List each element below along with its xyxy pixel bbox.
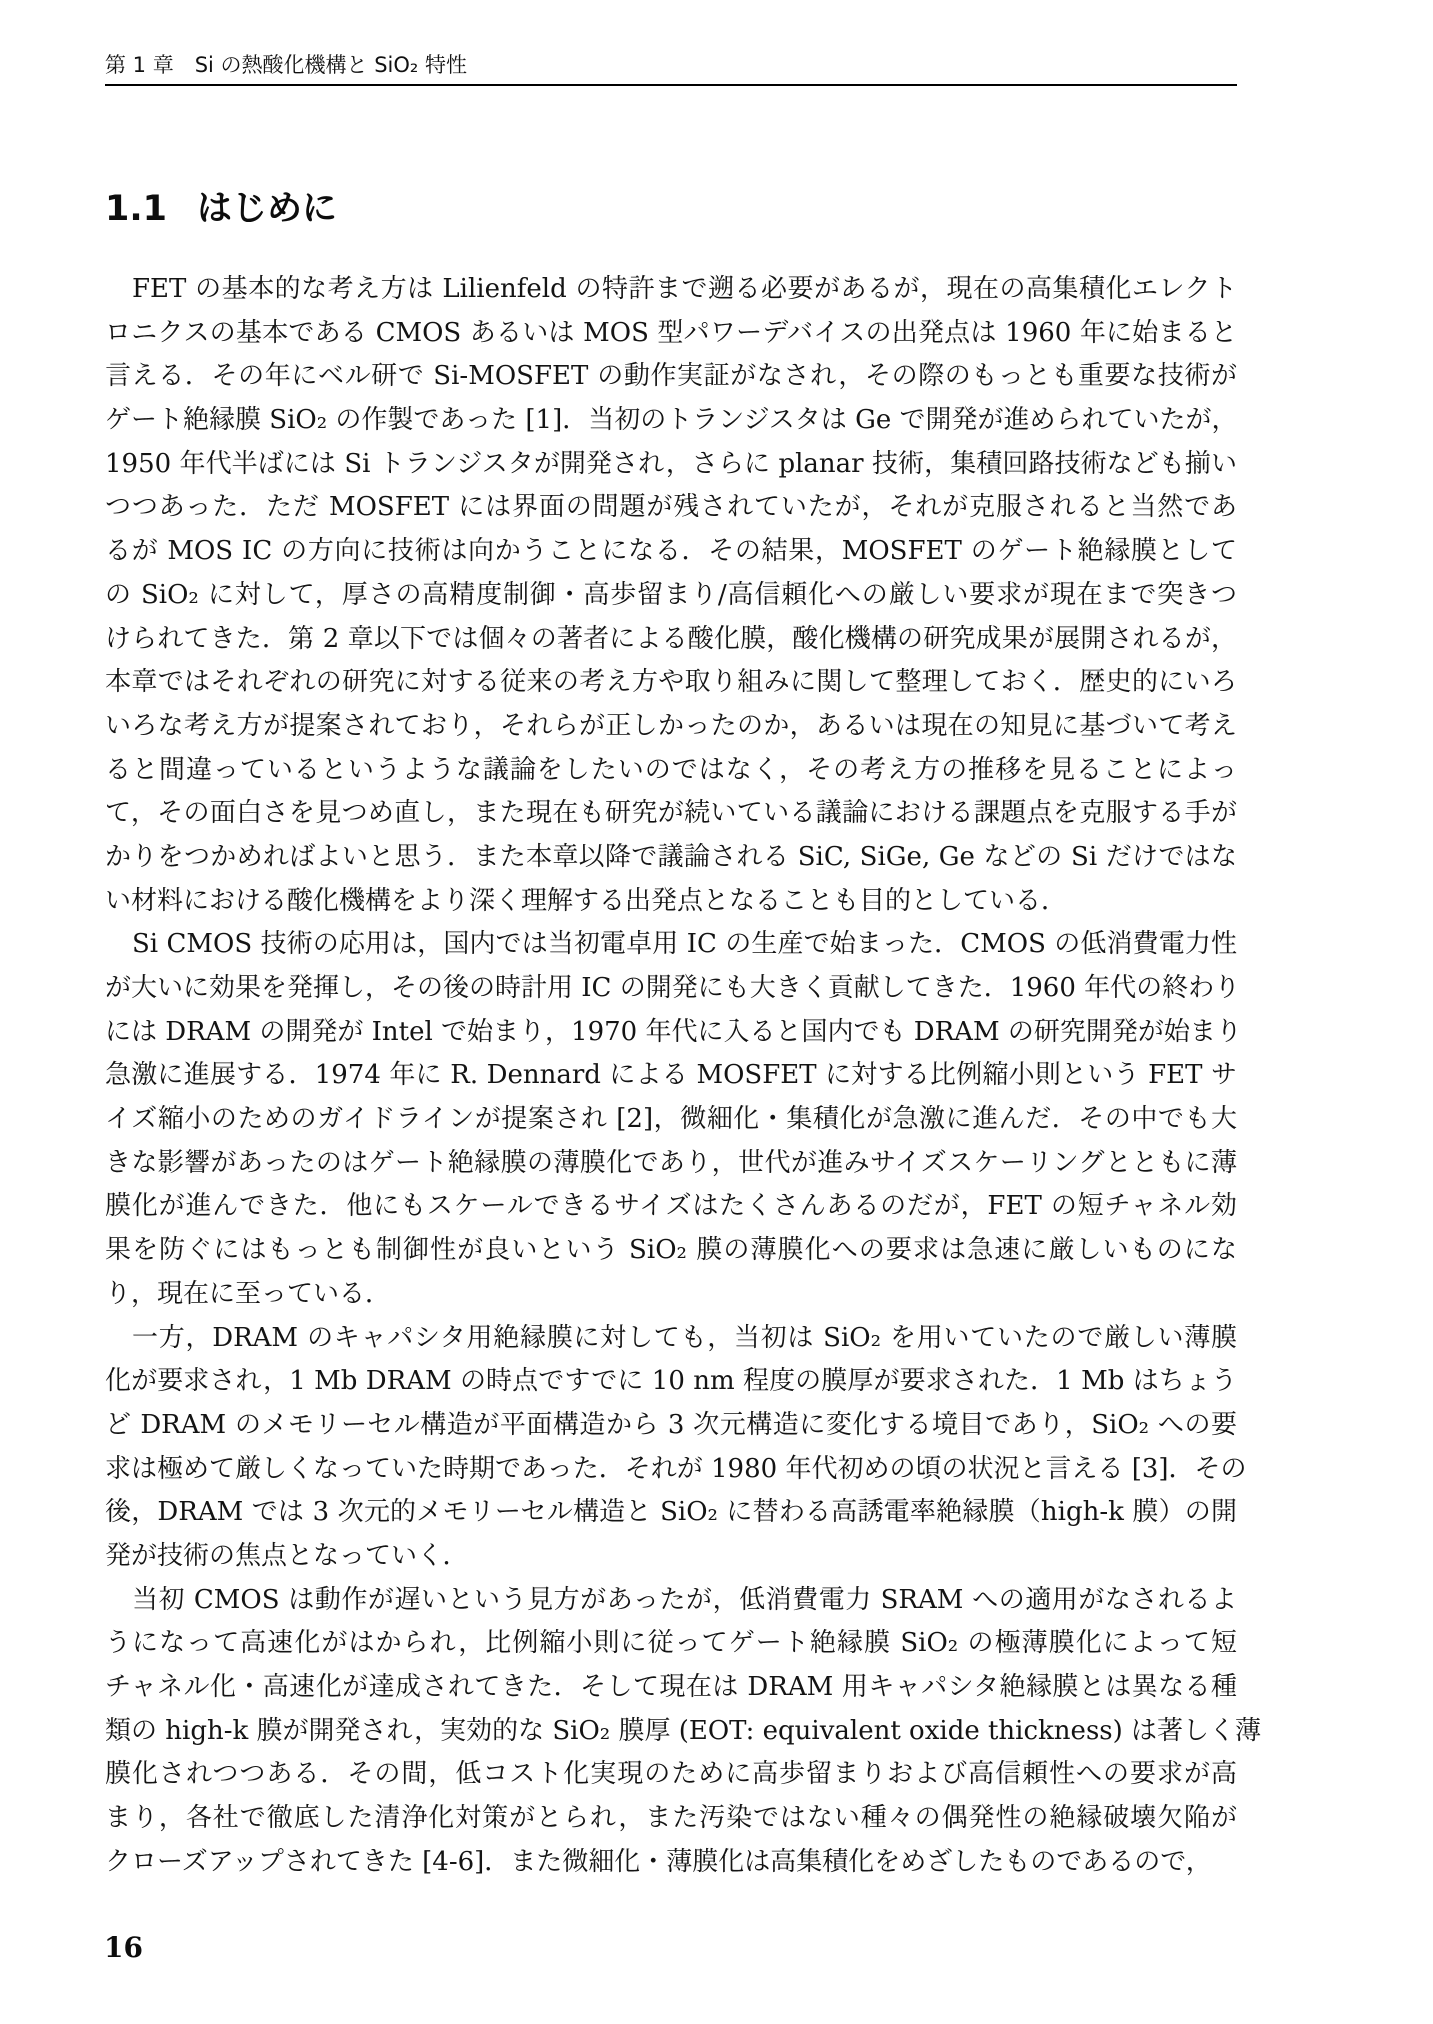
body-line: 求は極めて厳しくなっていた時期であった．それが 1980 年代初めの頃の状況と言える [3]．その bbox=[105, 1453, 1247, 1484]
section-title: はじめに bbox=[197, 189, 338, 229]
body-text bbox=[105, 268, 1262, 1884]
body-line: の SiO₂ に対して，厚さの高精度制御・高歩留まり/高信頼化への厳しい要求が現在まで突きつ bbox=[105, 579, 1237, 610]
body-line: には DRAM の開発が Intel で始まり，1970 年代に入ると国内でも DRAM の研究開発が始まり bbox=[105, 1016, 1242, 1047]
body-line: いろな考え方が提案されており，それらが正しかったのか，あるいは現在の知見に基づいて考え bbox=[105, 710, 1237, 741]
body-line: 後，DRAM では 3 次元的メモリーセル構造と SiO₂ に替わる高誘電率絶縁膜（high-k 膜）の開 bbox=[105, 1497, 1237, 1528]
body-line: り，現在に至っている． bbox=[105, 1278, 392, 1309]
body-line: ると間違っているというような議論をしたいのではなく，その考え方の推移を見ることによっ bbox=[105, 754, 1237, 785]
body-line: 化が要求され，1 Mb DRAM の時点ですでに 10 nm 程度の膜厚が要求された．1 Mb はちょう bbox=[105, 1366, 1237, 1397]
running-header: 第 1 章 Si の熱酸化機構と SiO₂ 特性 bbox=[105, 50, 1237, 86]
body-line: 一方，DRAM のキャパシタ用絶縁膜に対しても，当初は SiO₂ を用いていたので厳しい薄膜 bbox=[132, 1322, 1237, 1353]
body-line: つつあった．ただ MOSFET には界面の問題が残されていたが，それが克服されると当然であ bbox=[105, 492, 1237, 523]
body-line: 言える．その年にベル研で Si-MOSFET の動作実証がなされ，その際のもっとも重要な技術が bbox=[105, 361, 1237, 392]
body-line: ロニクスの基本である CMOS あるいは MOS 型パワーデバイスの出発点は 1960 年に始まると bbox=[105, 317, 1237, 348]
body-line: ど DRAM のメモリーセル構造が平面構造から 3 次元構造に変化する境目であり，SiO₂ への要 bbox=[105, 1409, 1237, 1440]
body-line: ゲート絶縁膜 SiO₂ の作製であった [1]．当初のトランジスタは Ge で開発が進められていたが， bbox=[105, 405, 1238, 436]
body-line: けられてきた．第 2 章以下では個々の著者による酸化膜，酸化機構の研究成果が展開されるが， bbox=[105, 623, 1237, 654]
body-line: Si CMOS 技術の応用は，国内では当初電卓用 IC の生産で始まった．CMOS の低消費電力性 bbox=[132, 929, 1237, 960]
body-line: イズ縮小のためのガイドラインが提案され [2]，微細化・集積化が急激に進んだ．その中でも大 bbox=[105, 1104, 1237, 1135]
body-line: るが MOS IC の方向に技術は向かうことになる．その結果，MOSFET のゲート絶縁膜として bbox=[105, 536, 1237, 567]
section-heading bbox=[105, 186, 1237, 232]
body-line: 類の high-k 膜が開発され，実効的な SiO₂ 膜厚 (EOT: equivalent oxide thickness) は著しく薄 bbox=[105, 1715, 1262, 1746]
body-line: 膜化されつつある．その間，低コスト化実現のために高歩留まりおよび高信頼性への要求が高 bbox=[105, 1759, 1237, 1790]
body-line: が大いに効果を発揮し，その後の時計用 IC の開発にも大きく貢献してきた．1960 年代の終わり bbox=[105, 973, 1241, 1003]
body-line: FET の基本的な考え方は Lilienfeld の特許まで遡る必要があるが，現在の高集積化エレクト bbox=[132, 274, 1237, 304]
body-line: 膜化が進んできた．他にもスケールできるサイズはたくさんあるのだが，FET の短チャネル効 bbox=[105, 1191, 1237, 1222]
body-line: クローズアップされてきた [4-6]．また微細化・薄膜化は高集積化をめざしたものであるので， bbox=[105, 1846, 1212, 1877]
body-line: 発が技術の焦点となっていく． bbox=[105, 1540, 469, 1571]
body-line: い材料における酸化機構をより深く理解する出発点となることも目的としている． bbox=[105, 885, 1068, 916]
body-line: まり，各社で徹底した清浄化対策がとられ，また汚染ではない種々の偶発性の絶縁破壊欠陥が bbox=[105, 1803, 1237, 1834]
body-line: 当初 CMOS は動作が遅いという見方があったが，低消費電力 SRAM への適用がなされるよ bbox=[132, 1584, 1237, 1615]
body-line: うになって高速化がはかられ，比例縮小則に従ってゲート絶縁膜 SiO₂ の極薄膜化によって短 bbox=[105, 1628, 1237, 1659]
body-line: 果を防ぐにはもっとも制御性が良いという SiO₂ 膜の薄膜化への要求は急速に厳しいものにな bbox=[105, 1235, 1237, 1266]
body-line: きな影響があったのはゲート絶縁膜の薄膜化であり，世代が進みサイズスケーリングとともに薄 bbox=[105, 1147, 1237, 1178]
body-line: て，その面白さを見つめ直し，また現在も研究が続いている議論における課題点を克服する手が bbox=[105, 798, 1237, 829]
page-number: 16 bbox=[104, 1931, 143, 1964]
body-line: 1950 年代半ばには Si トランジスタが開発され，さらに planar 技術，集積回路技術なども揃い bbox=[105, 448, 1237, 479]
body-line: かりをつかめればよいと思う．また本章以降で議論される SiC, SiGe, Ge などの Si だけではな bbox=[105, 841, 1237, 872]
body-line: 急激に進展する．1974 年に R. Dennard による MOSFET に対する比例縮小則という FET サ bbox=[105, 1060, 1237, 1091]
body-line: チャネル化・高速化が達成されてきた．そして現在は DRAM 用キャパシタ絶縁膜とは異なる種 bbox=[105, 1672, 1237, 1702]
body-line: 本章ではそれぞれの研究に対する従来の考え方や取り組みに関して整理しておく．歴史的にいろ bbox=[105, 667, 1237, 698]
section-number: 1.1 bbox=[105, 189, 168, 229]
